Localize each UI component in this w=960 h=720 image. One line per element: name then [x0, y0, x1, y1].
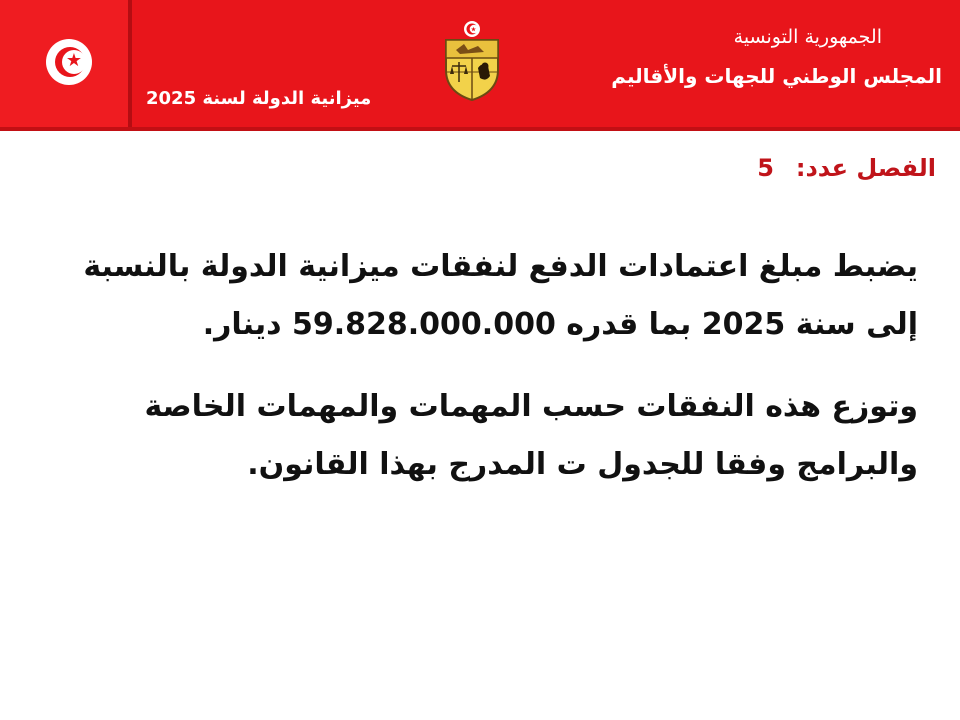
- chapter-heading: [757, 154, 936, 182]
- article-paragraph-1: يضبط مبلغ اعتمادات الدفع لنفقات ميزانية الدولة بالنسبة إلى سنة 2025 بما قدره 59.828.000.000 دينار.: [83, 249, 918, 342]
- chapter-label: الفصل عدد:: [795, 154, 936, 182]
- council-title: المجلس الوطني للجهات والأقاليم: [611, 64, 942, 88]
- flag-panel: [0, 0, 132, 127]
- header-banner: [0, 0, 960, 131]
- budget-title: ميزانية الدولة لسنة 2025: [146, 88, 372, 109]
- article-paragraph-2: وتوزع هذه النفقات حسب المهمات والمهمات الخاصة والبرامج وفقا للجدول ت المدرج بهذا القانون.: [144, 389, 918, 482]
- tunisia-flag-icon: ★: [46, 39, 92, 85]
- header-divider: [0, 127, 960, 131]
- chapter-number: 5: [757, 154, 774, 182]
- tunisia-coat-of-arms-icon: [438, 20, 506, 102]
- republic-title: الجمهورية التونسية: [733, 26, 882, 48]
